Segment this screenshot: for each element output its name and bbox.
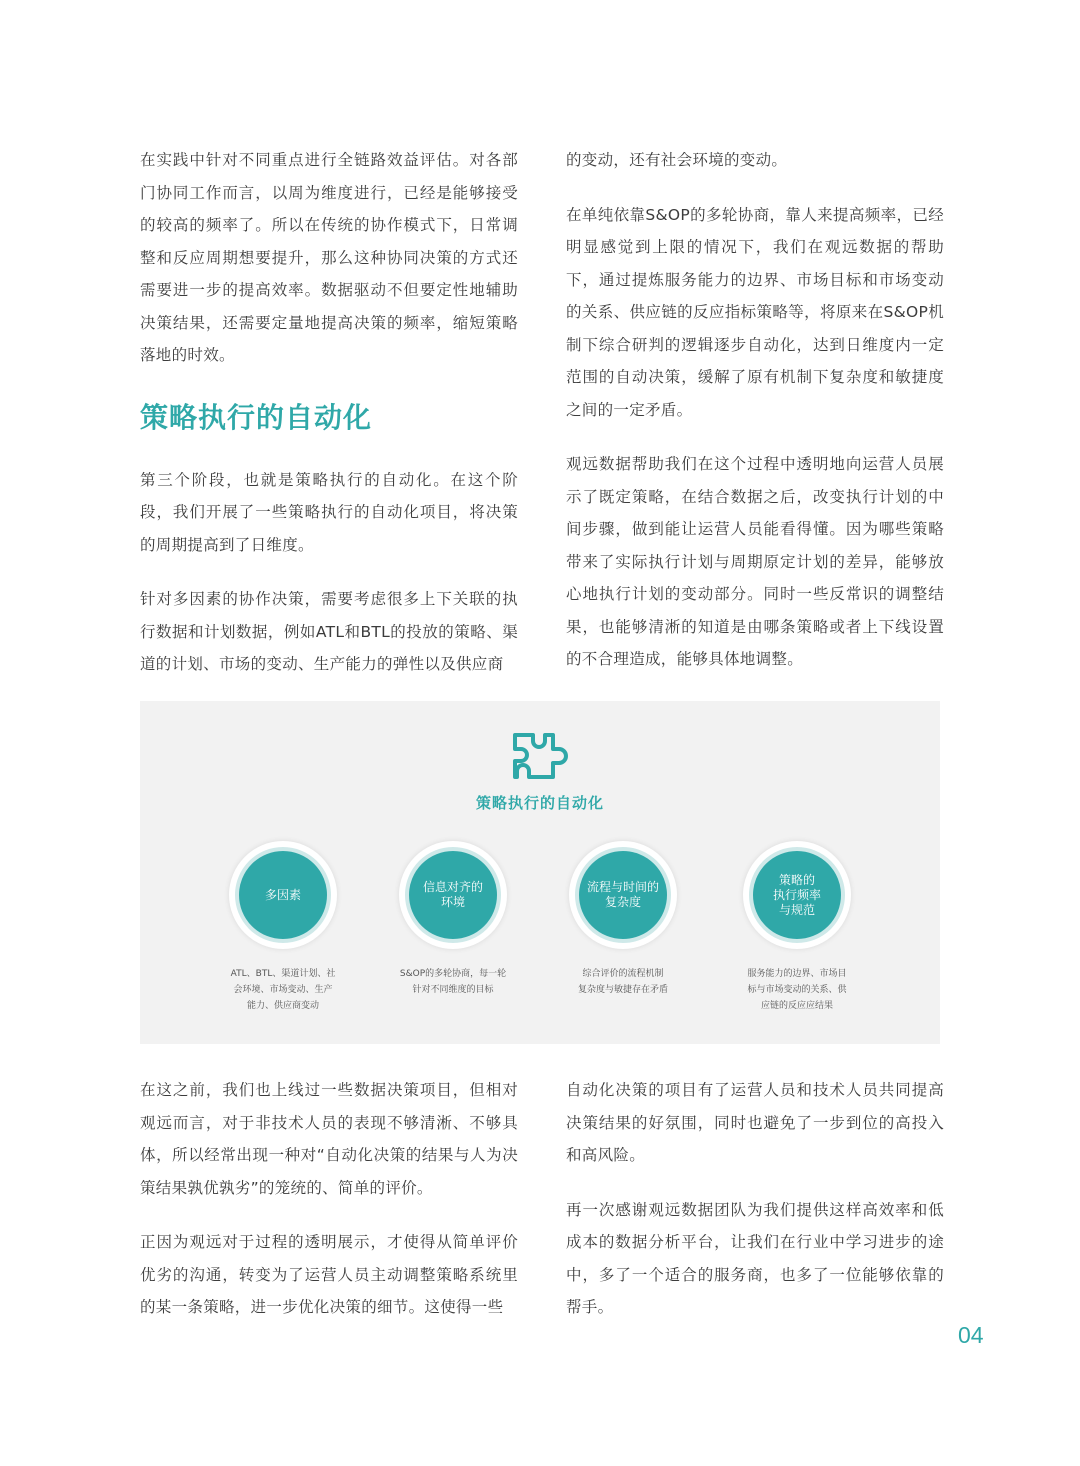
paragraph: 在实践中针对不同重点进行全链路效益评估。对各部门协同工作而言，以周为维度进行，已经是能够接受的较高的频率了。所以在传统的协作模式下，日常调整和反应周期想要提升，那么这种协同决策的方式还需要进一步的提高效率。数据驱动不但要定性地辅助决策结果，还需要定量地提高决策的频率，缩短策略落地的时效。 <box>140 151 518 364</box>
circle-text: 信息对齐的 环境 <box>422 880 483 909</box>
factor-circle <box>229 841 337 949</box>
factor-circle <box>743 841 851 949</box>
left-column-bottom <box>140 1074 518 1346</box>
paragraph: 第三个阶段，也就是策略执行的自动化。在这个阶段，我们开展了一些策略执行的自动化项目，将决策的周期提高到了日维度。 <box>140 470 518 554</box>
circle-text: 策略的 执行频率 与规范 <box>772 872 821 917</box>
strategy-automation-diagram <box>140 701 940 1044</box>
page-number: 04 <box>958 1322 984 1348</box>
paragraph: 在单纯依靠S&OP的多轮协商，靠人来提高频率，已经明显感觉到上限的情况下，我们在观远数据的帮助下，通过提炼服务能力的边界、市场目标和市场变动的关系、供应链的反应指标策略等，将原来在S&OP机制下综合研判的逻辑逐步自动化，达到日维度内一定范围的自动决策，缓解了原有机制下复杂度和敏捷度之间的一定矛盾。 <box>566 205 944 419</box>
circle-text: 多因素 <box>264 887 301 902</box>
factor-circle <box>399 841 507 949</box>
factor-circle <box>569 841 677 949</box>
paragraph: 再一次感谢观远数据团队为我们提供这样高效率和低成本的数据分析平台，让我们在行业中学习进步的途中，多了一个适合的服务商，也多了一位能够依靠的帮手。 <box>566 1200 944 1316</box>
circle-caption: ATL、BTL、渠道计划、社 会环境、市场变动、生产 能力、供应商变动 <box>230 969 336 1011</box>
circle-caption: S&OP的多轮协商，每一轮 针对不同维度的目标 <box>399 969 507 995</box>
diagram-title: 策略执行的自动化 <box>475 794 604 812</box>
paragraph: 的变动，还有社会环境的变动。 <box>566 151 788 169</box>
circle-caption: 综合评价的流程机制 复杂度与敏捷存在矛盾 <box>577 969 668 995</box>
section-title: 策略执行的自动化 <box>140 400 373 434</box>
paragraph: 观远数据帮助我们在这个过程中透明地向运营人员展示了既定策略，在结合数据之后，改变执行计划的中间步骤，做到能让运营人员能看得懂。因为哪些策略带来了实际执行计划与周期原定计划的差异，能够放心地执行计划的变动部分。同时一些反常识的调整结果，也能够清淅的知道是由哪条策略或者上下线设置的不合理造成，能够具体地调整。 <box>566 455 944 668</box>
right-column-bottom <box>566 1074 944 1346</box>
paragraph: 针对多因素的协作决策，需要考虑很多上下关联的执行数据和计划数据，例如ATL和BTL的投放的策略、渠道的计划、市场的变动、生产能力的弹性以及供应商 <box>140 590 518 673</box>
paragraph: 自动化决策的项目有了运营人员和技术人员共同提高决策结果的好氛围，同时也避免了一步到位的高投入和高风险。 <box>566 1081 944 1164</box>
circle-caption: 服务能力的边界、市场目 标与市场变动的关系、供 应链的反应应结果 <box>747 969 847 1011</box>
circle-text: 流程与时间的 复杂度 <box>586 880 659 909</box>
paragraph: 在这之前，我们也上线过一些数据决策项目，但相对观远而言，对于非技术人员的表现不够清淅、不够具体，所以经常出现一种对“自动化决策的结果与人为决策结果孰优孰劣”的笼统的、简单的评价。 <box>140 1081 518 1197</box>
puzzle-piece-icon <box>509 731 569 787</box>
left-column-top <box>140 144 518 703</box>
paragraph: 正因为观远对于过程的透明展示，才使得从简单评价优劣的沟通，转变为了运营人员主动调整策略系统里的某一条策略，进一步优化决策的细节。这使得一些 <box>140 1233 518 1316</box>
right-column-top <box>566 144 944 698</box>
